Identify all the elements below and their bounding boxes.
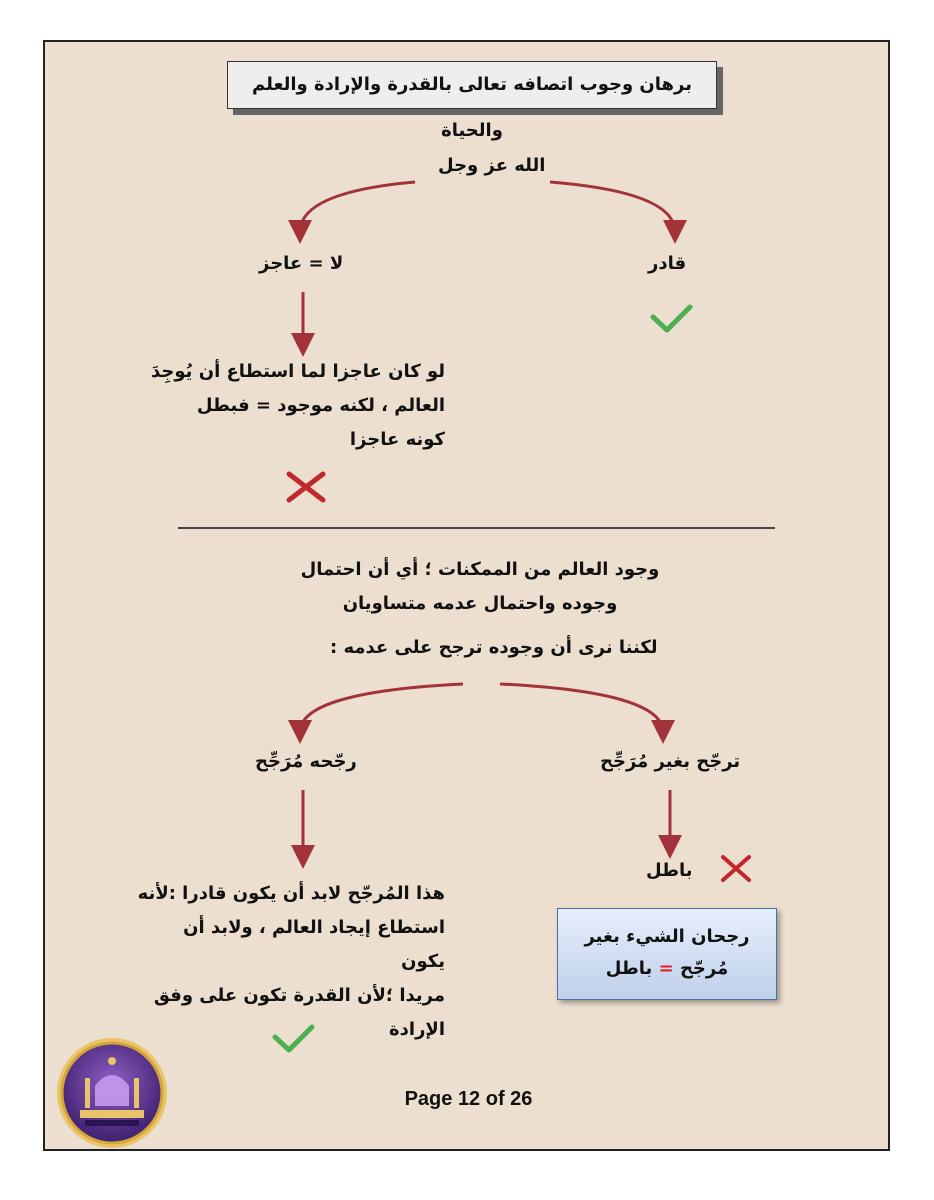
explanation-line: مريدا ؛لأن القدرة تكون على وفق bbox=[153, 985, 445, 1006]
intro-line: وجود العالم من الممكنات ؛ أي أن احتمال bbox=[300, 559, 660, 580]
conclusion-line: رجحان الشيء بغير bbox=[584, 926, 750, 947]
check-icon bbox=[653, 307, 690, 330]
conclusion-term: باطل bbox=[605, 958, 653, 979]
explanation-line: كونه عاجزا bbox=[349, 429, 445, 450]
arrow-to-incapable bbox=[300, 182, 415, 232]
conclusion-term: مُرجّح bbox=[679, 958, 729, 979]
option-capable-label: قادر bbox=[648, 253, 687, 274]
document-page bbox=[43, 40, 890, 1151]
page-number: Page 12 of 26 bbox=[404, 1088, 533, 1110]
explanation-line: الإرادة bbox=[389, 1019, 445, 1040]
root-node-label: الله عز وجل bbox=[438, 155, 546, 176]
arrow-to-capable bbox=[550, 182, 675, 232]
equals-sign: = bbox=[658, 958, 674, 979]
cross-icon bbox=[289, 474, 323, 500]
arrow-to-with-preponderator bbox=[300, 684, 463, 732]
check-icon bbox=[275, 1027, 312, 1050]
explanation-line: استطاع إيجاد العالم ، ولابد أن يكون bbox=[183, 917, 445, 972]
invalid-result-label: باطل bbox=[646, 860, 693, 881]
intro-line: وجوده واحتمال عدمه متساويان bbox=[342, 593, 618, 614]
explanation-line: العالم ، لكنه موجود = فبطل bbox=[196, 395, 445, 416]
explanation-line: لو كان عاجزا لما استطاع أن يُوجِدَ bbox=[151, 361, 445, 382]
page-title: برهان وجوب اتصافه تعالى بالقدرة والإرادة والعلم والحياة bbox=[227, 61, 717, 109]
explanation-line: هذا المُرجّح لابد أن يكون قادرا :لأنه bbox=[137, 883, 445, 904]
arrow-to-no-preponderator bbox=[500, 684, 663, 732]
option-with-preponderator-label: رجّحه مُرَجِّح bbox=[255, 751, 357, 772]
preponderance-statement: لكننا نرى أن وجوده ترجح على عدمه : bbox=[330, 637, 658, 658]
diagram-arrows bbox=[45, 42, 892, 1153]
option-incapable-label: لا = عاجز bbox=[259, 253, 344, 274]
cross-icon bbox=[723, 857, 749, 880]
option-no-preponderator-label: ترجّح بغير مُرَجِّح bbox=[600, 751, 741, 772]
